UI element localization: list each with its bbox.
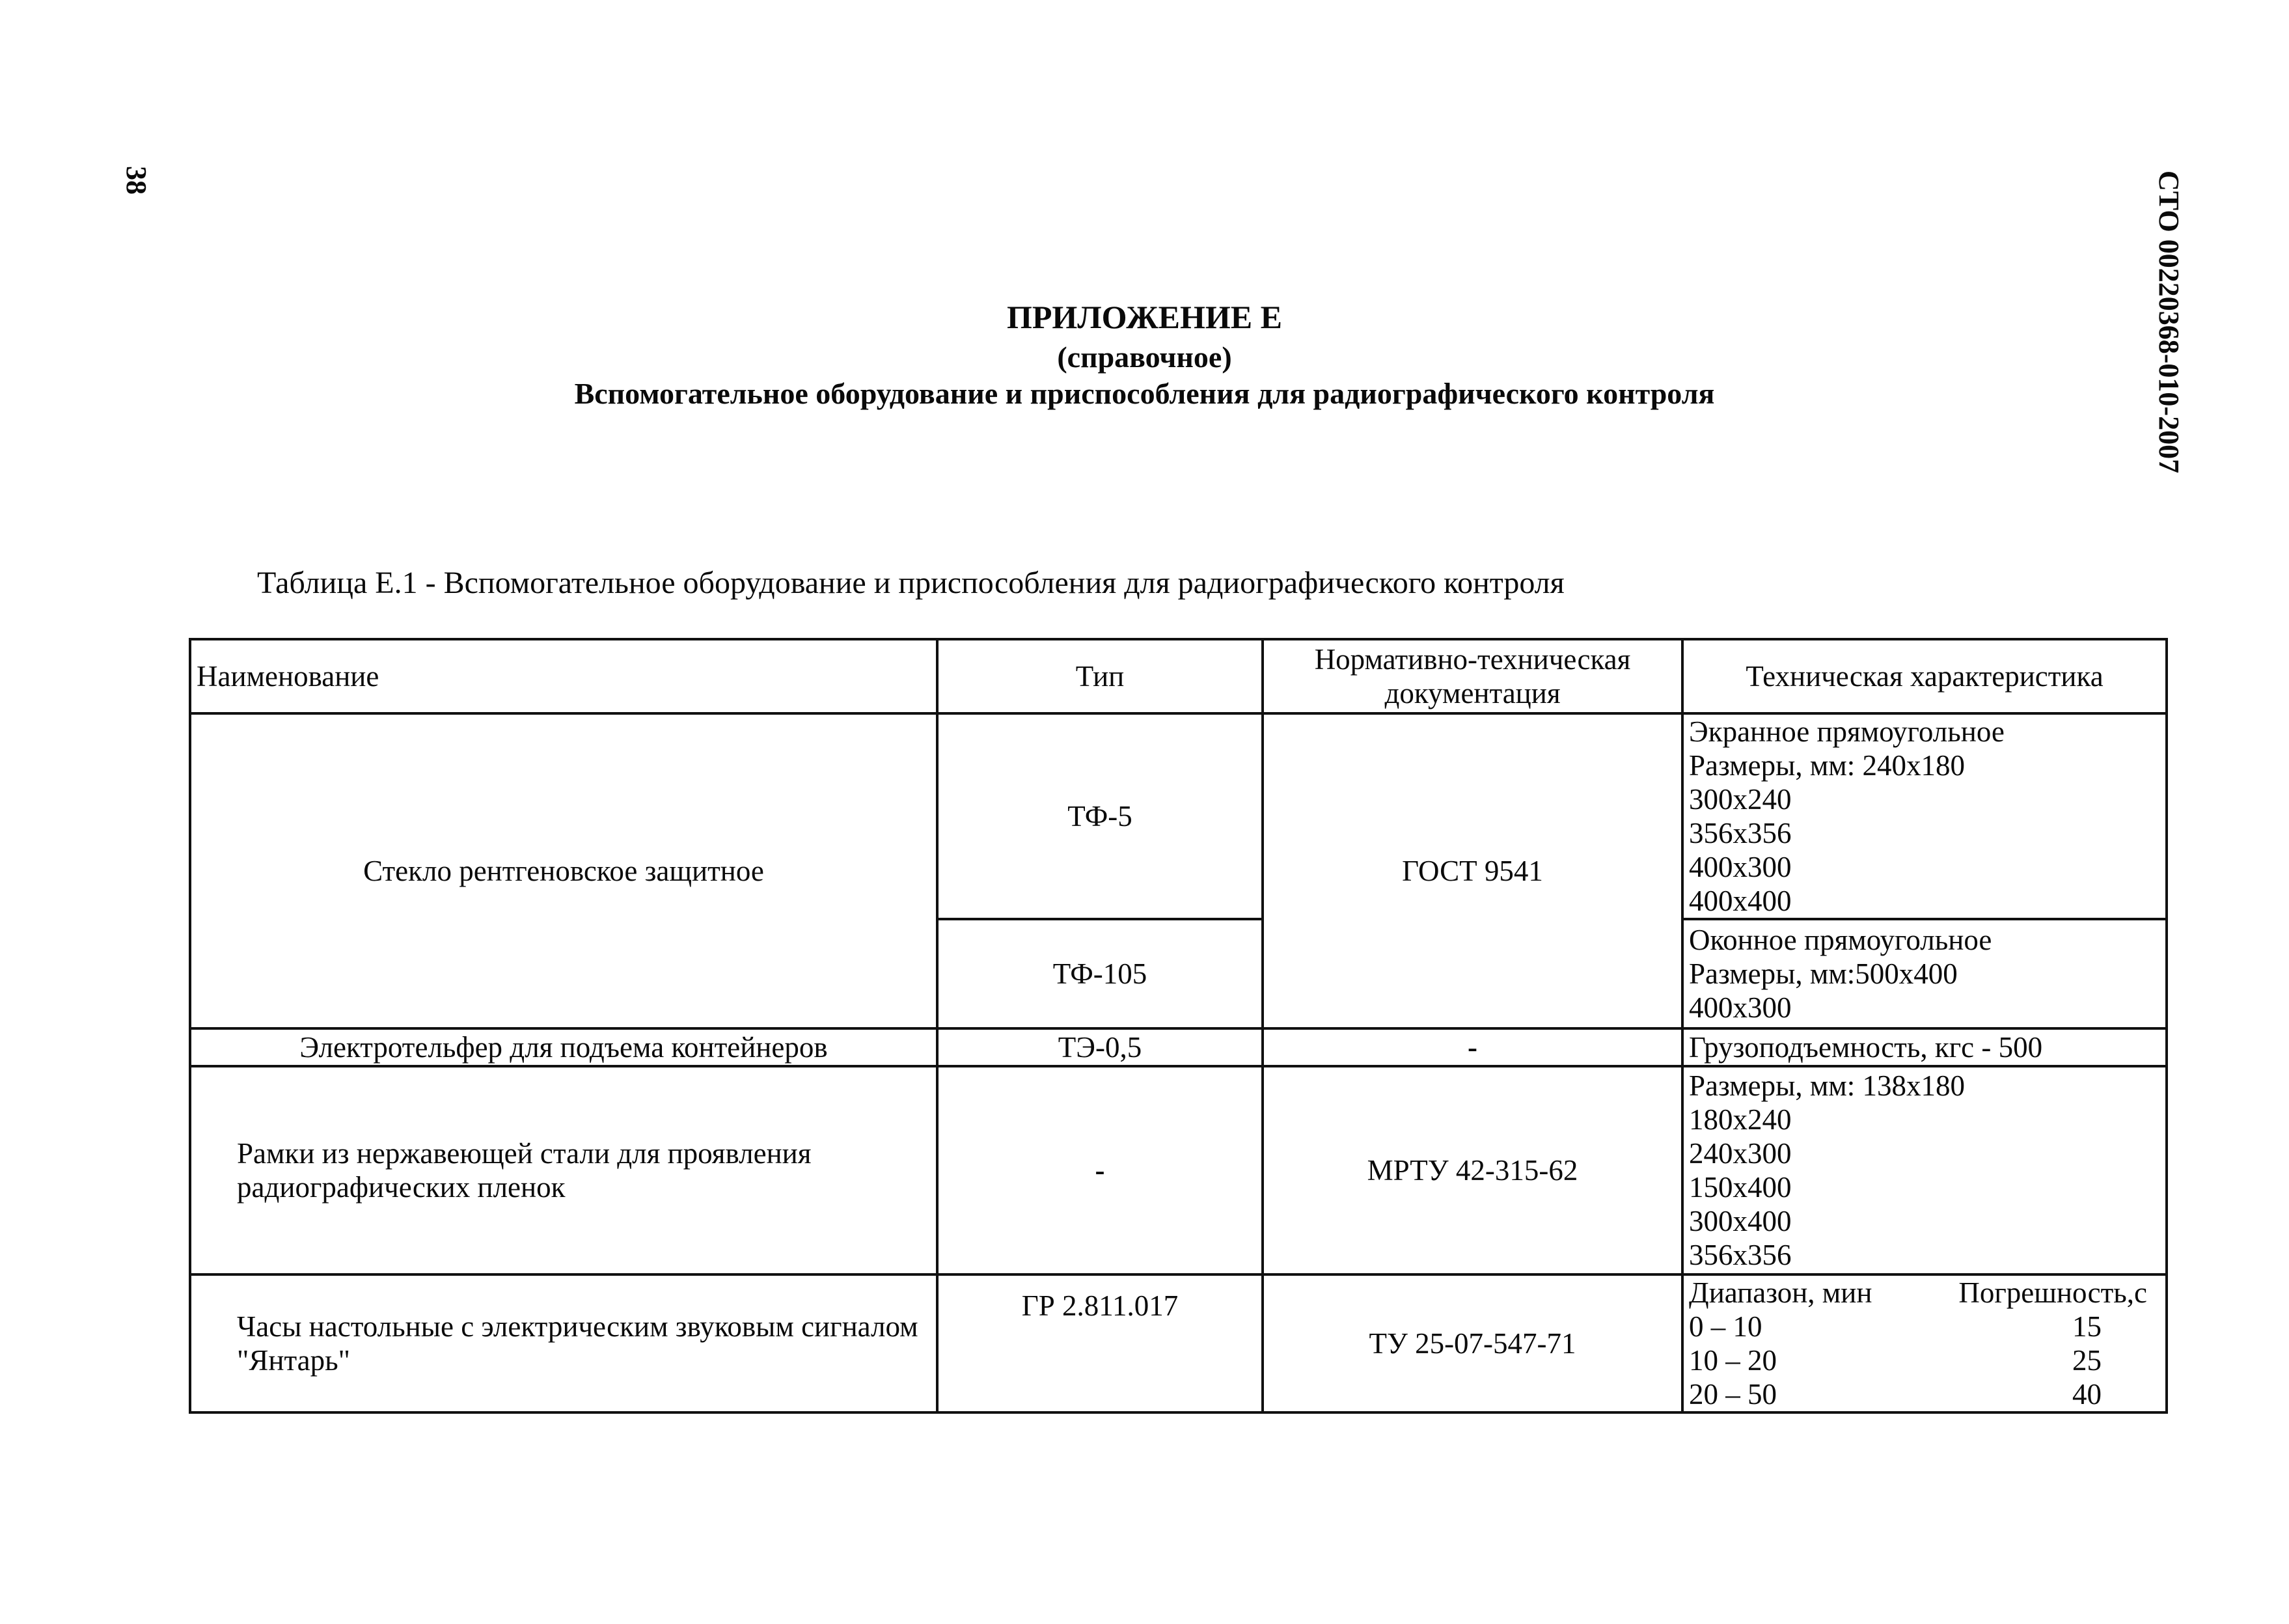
tech-line: 356х356 xyxy=(1689,1239,1792,1271)
tech-line: Размеры, мм: 138х180 xyxy=(1689,1069,1966,1102)
cell-name: Стекло рентгеновское защитное xyxy=(190,713,937,1028)
cell-tech xyxy=(1682,1274,2167,1412)
cell-name: Электротельфер для подъема контейнеров xyxy=(190,1028,937,1066)
table-row xyxy=(190,1028,2167,1066)
tech-subrow xyxy=(1689,1343,2160,1377)
cell-norm: МРТУ 42-315-62 xyxy=(1263,1066,1682,1274)
table-row xyxy=(190,1066,2167,1274)
range-header: Диапазон, мин xyxy=(1689,1276,1872,1309)
range-value: 20 – 50 xyxy=(1689,1378,1777,1411)
header-tech: Техническая характеристика xyxy=(1682,639,2167,713)
tech-line: Экранное прямоугольное xyxy=(1689,715,2005,748)
header-name: Наименование xyxy=(190,639,937,713)
tech-line: Размеры, мм: 240х180 xyxy=(1689,749,1966,782)
tech-line: 180х240 xyxy=(1689,1103,1792,1136)
error-header: Погрешность,с xyxy=(1958,1276,2147,1309)
tech-line: 400х400 xyxy=(1689,885,1792,917)
tech-line: 400х300 xyxy=(1689,851,1792,883)
document-code: СТО 00220368-010-2007 xyxy=(2153,171,2185,474)
cell-name: Часы настольные с электрическим звуковым сигналом "Янтарь" xyxy=(190,1274,937,1412)
tech-subrow xyxy=(1689,1377,2160,1411)
equipment-table xyxy=(189,638,2168,1414)
cell-norm: ТУ 25-07-547-71 xyxy=(1263,1274,1682,1412)
error-value: 15 xyxy=(2072,1310,2102,1343)
tech-line: 150х400 xyxy=(1689,1171,1792,1204)
appendix-title: ПРИЛОЖЕНИЕ Е xyxy=(1007,299,1282,335)
tech-subrow xyxy=(1689,1310,2160,1343)
table-row xyxy=(190,713,2167,919)
cell-tech xyxy=(1682,1028,2167,1066)
table-caption: Таблица Е.1 - Вспомогательное оборудование и приспособления для радиографического контроля xyxy=(257,566,1565,600)
tech-line: Оконное прямоугольное xyxy=(1689,924,1992,956)
cell-tech xyxy=(1682,919,2167,1028)
cell-tech xyxy=(1682,713,2167,919)
error-value: 40 xyxy=(2072,1378,2102,1411)
table-header-row xyxy=(190,639,2167,713)
tech-line: Грузоподъемность, кгс - 500 xyxy=(1689,1031,2043,1064)
range-value: 10 – 20 xyxy=(1689,1344,1777,1377)
header-type: Тип xyxy=(937,639,1263,713)
cell-norm: ГОСТ 9541 xyxy=(1263,713,1682,1028)
cell-type: - xyxy=(937,1066,1263,1274)
header-norm: Нормативно-техническая документация xyxy=(1263,639,1682,713)
range-value: 0 – 10 xyxy=(1689,1310,1762,1343)
tech-subheader xyxy=(1689,1276,2160,1310)
tech-line: 300х240 xyxy=(1689,783,1792,816)
cell-type: ТФ-105 xyxy=(937,919,1263,1028)
tech-line: 400х300 xyxy=(1689,991,1792,1024)
cell-type: ТФ-5 xyxy=(937,713,1263,919)
appendix-heading: Вспомогательное оборудование и приспособления для радиографического контроля xyxy=(574,377,1715,410)
table-row xyxy=(190,1274,2167,1412)
tech-line: Размеры, мм:500х400 xyxy=(1689,957,1958,990)
tech-line: 240х300 xyxy=(1689,1137,1792,1170)
cell-name: Рамки из нержавеющей стали для проявления радиографических пленок xyxy=(190,1066,937,1274)
cell-type: ТЭ-0,5 xyxy=(937,1028,1263,1066)
tech-line: 356х356 xyxy=(1689,817,1792,849)
cell-norm: - xyxy=(1263,1028,1682,1066)
page-number: 38 xyxy=(120,166,152,195)
cell-type: ГР 2.811.017 xyxy=(937,1274,1263,1412)
cell-tech xyxy=(1682,1066,2167,1274)
error-value: 25 xyxy=(2072,1344,2102,1377)
tech-line: 300х400 xyxy=(1689,1205,1792,1237)
appendix-subtitle: (справочное) xyxy=(1057,340,1232,374)
